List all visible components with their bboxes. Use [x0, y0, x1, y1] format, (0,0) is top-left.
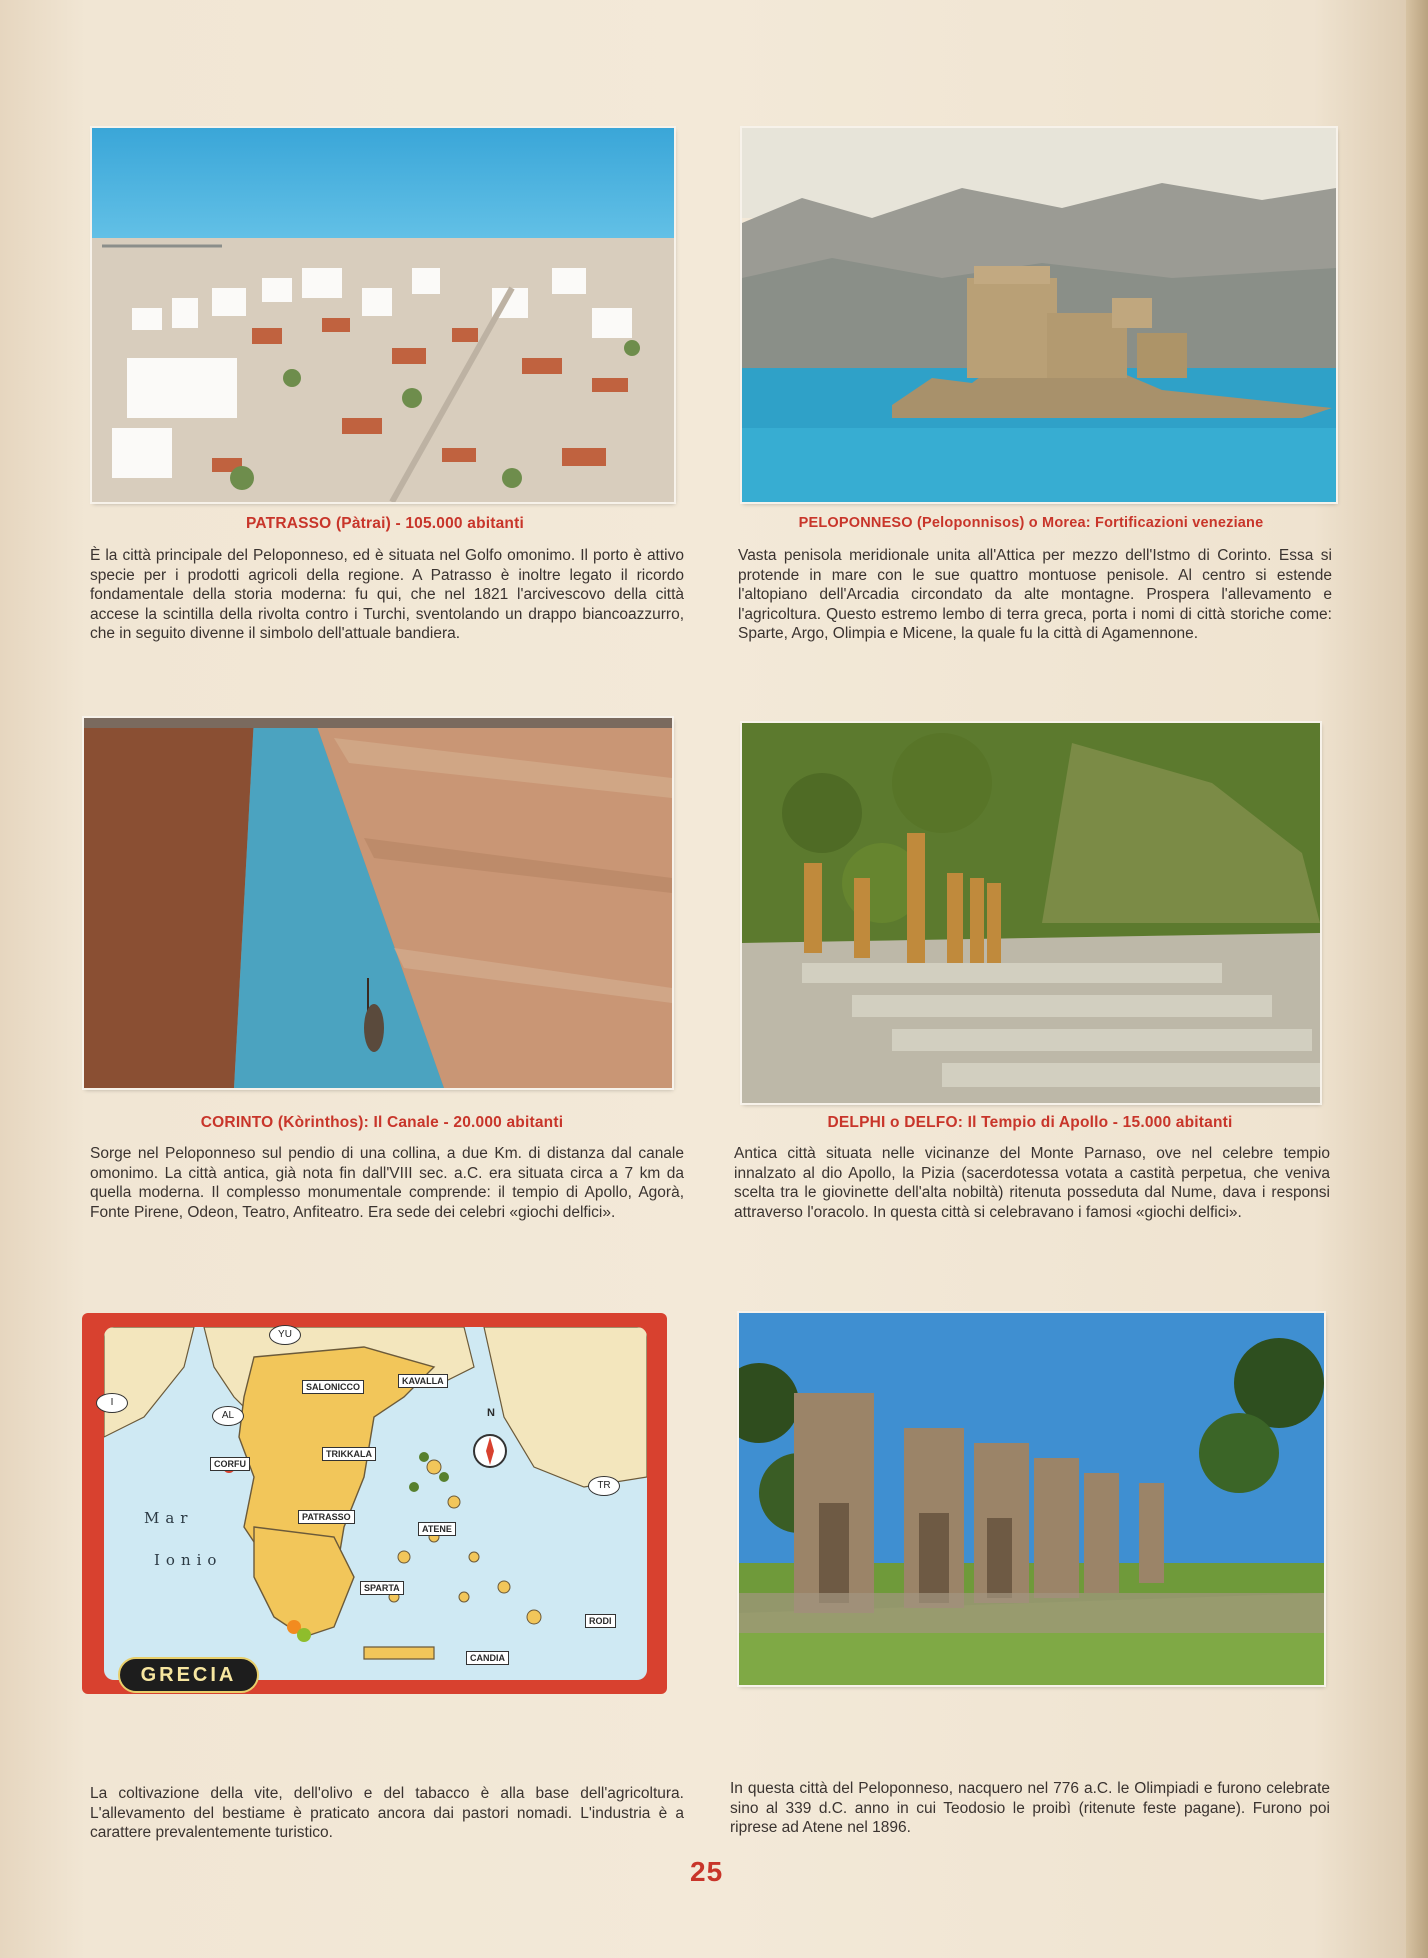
- text-corinto: Sorge nel Peloponneso sul pendio di una collina, a due Km. di distanza dal canale omonimo. La città antica, già nota fin dall'VIII sec. a.C. era situata circa a 7 km da quella moderna. Il complesso monumentale comprende: il tempio di Apollo, Agorà, Fonte Pirene, Odeon, Teatro, Anfiteatro. Era sede dei celebri «giochi delfici».: [90, 1145, 684, 1221]
- city-corfu: CORFU: [210, 1457, 250, 1471]
- text-agricoltura: La coltivazione della vite, dell'olivo e del tabacco è alla base dell'agricoltura. L'allevamento del bestiame è praticato ancora dai pastori nomadi. L'industria è a carattere prevalentemente turistico.: [90, 1785, 684, 1841]
- map-country-turkey: TR: [588, 1476, 620, 1496]
- photo-peloponneso: [742, 128, 1336, 502]
- city-rodi: RODI: [585, 1614, 616, 1628]
- grecia-badge: GRECIA: [118, 1657, 259, 1693]
- greece-map: [82, 1313, 667, 1694]
- caption-delfo: DELPHI o DELFO: Il Tempio di Apollo - 15.000 abitanti: [827, 1114, 1233, 1131]
- page-spine: [1406, 0, 1428, 1958]
- city-trikkala: TRIKKALA: [322, 1447, 376, 1461]
- city-atene: ATENE: [418, 1522, 456, 1536]
- photo-delfo: [742, 723, 1320, 1103]
- sea-label-mar: Mar: [144, 1509, 194, 1527]
- text-olimpia: In questa città del Peloponneso, nacquero nel 776 a.C. le Olimpiadi e furono celebrate sino al 339 d.C. anno in cui Teodosio le proibì (ritenute feste pagane). Furono poi riprese ad Atene nel 1896.: [730, 1780, 1330, 1836]
- city-salonicco: SALONICCO: [302, 1380, 364, 1394]
- map-country-albania: AL: [212, 1406, 244, 1426]
- caption-peloponneso: PELOPONNESO (Peloponnisos) o Morea: Fortificazioni veneziane: [798, 515, 1264, 531]
- city-kavalla: KAVALLA: [398, 1374, 448, 1388]
- map-country-italy: I: [96, 1393, 128, 1413]
- text-patrasso: È la città principale del Peloponneso, ed è situata nel Golfo omonimo. Il porto è attivo specie per i prodotti agricoli della regione. A Patrasso è inoltre legato il ricordo fondamentale della storia moderna: fu qui, che nel 1821 l'arcivescovo della città accese la scintilla della rivolta contro i Turchi, sventolando un drappo biancoazzurro, che in seguito divenne il simbolo dell'attuale bandiera.: [90, 547, 684, 642]
- map-sea: [104, 1327, 647, 1680]
- city-patrasso: PATRASSO: [298, 1510, 355, 1524]
- photo-patrasso: [92, 128, 674, 502]
- map-country-yugoslavia: YU: [269, 1325, 301, 1345]
- photo-corinto: [84, 718, 672, 1088]
- map-land: [104, 1327, 647, 1680]
- text-delfo: Antica città situata nelle vicinanze del Monte Parnaso, ove nel celebre tempio innalzato al dio Apollo, la Pizia (sacerdotessa votata a castità perpetua, che veniva scelta tra le giovinette dell'alta nobiltà) ritenuta posseduta dal Nume, dava i responsi attraverso l'oracolo. In questa città si celebravano i famosi «giochi delfici».: [734, 1145, 1330, 1221]
- city-candia: CANDIA: [466, 1651, 509, 1665]
- compass-north: N: [487, 1407, 495, 1419]
- city-sparta: SPARTA: [360, 1581, 404, 1595]
- page-number: 25: [690, 1856, 724, 1887]
- caption-patrasso: PATRASSO (Pàtrai) - 105.000 abitanti: [246, 515, 524, 532]
- text-peloponneso: Vasta penisola meridionale unita all'Attica per mezzo dell'Istmo di Corinto. Essa si protende in mare con le sue quattro montuose penisole. Al centro si estende l'altopiano dell'Arcadia circondato da alte montagne. Prospera l'allevamento e l'agricoltura. Questo estremo lembo di terra greca, porta i nomi di città storiche come: Sparte, Argo, Olimpia e Micene, la quale fu la città di Agamennone.: [738, 547, 1332, 642]
- caption-corinto: CORINTO (Kòrinthos): Il Canale - 20.000 abitanti: [200, 1114, 564, 1131]
- sea-label-ionio: Ionio: [154, 1551, 223, 1569]
- photo-olimpia: [739, 1313, 1324, 1685]
